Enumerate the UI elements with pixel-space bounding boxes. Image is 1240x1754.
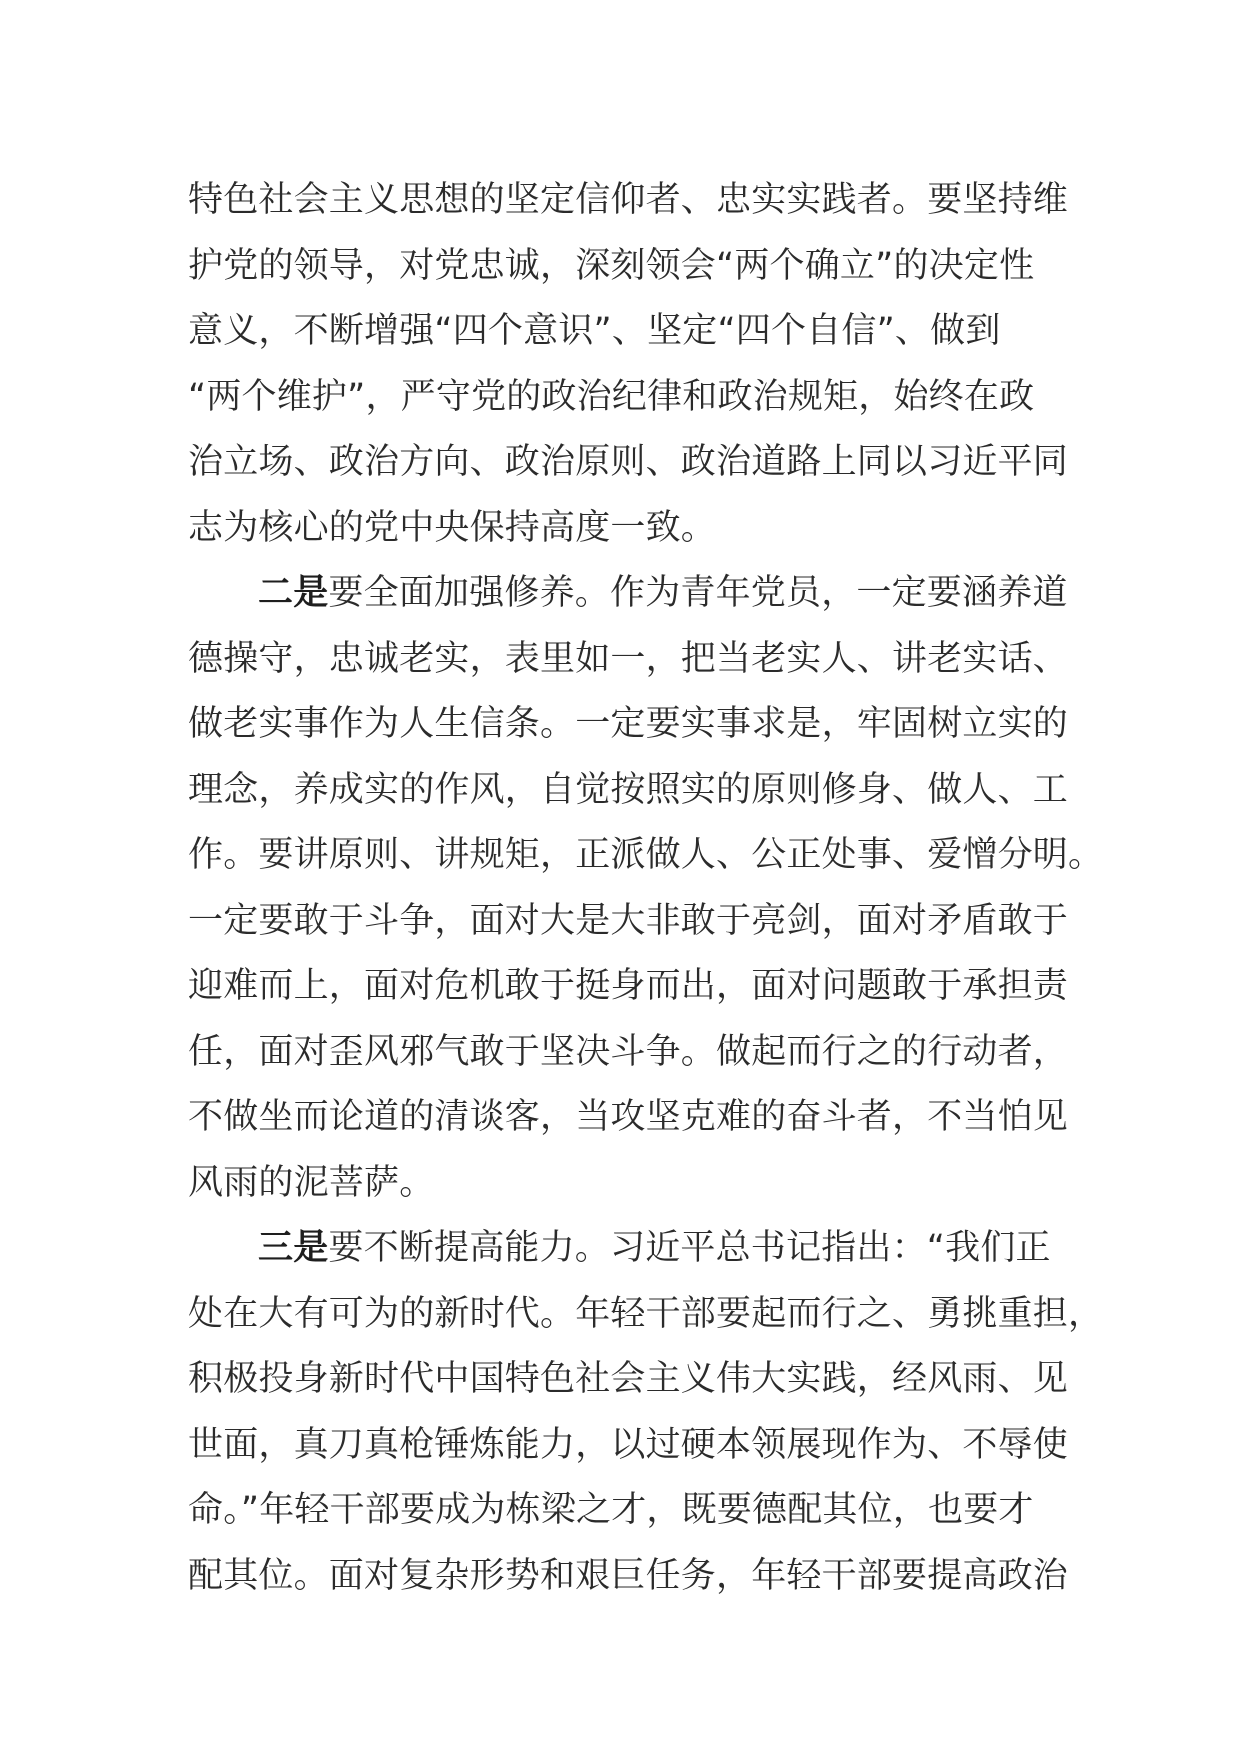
paragraph-3 (188, 1216, 1104, 1609)
text-line: 理念，养成实的作风，自觉按照实的原则修身、做人、工 (188, 769, 1069, 810)
text-span: 要不断提高能力。习近平总书记指出：“我们正 (328, 1228, 1051, 1268)
paragraph-first-line (188, 1216, 1068, 1282)
text-line: 世面，真刀真枪锤炼能力，以过硬本领展现作为、不辱使 (188, 1424, 1069, 1465)
paragraph-1 (188, 168, 1068, 561)
paragraph-lead: 二是 (258, 573, 329, 613)
text-line: 作。要讲原则、讲规矩，正派做人、公正处事、爱憎分明。 (188, 835, 1104, 875)
text-line: 风雨的泥菩萨。 (188, 1162, 435, 1203)
text-line: 命。”年轻干部要成为栋梁之才，既要德配其位，也要才 (188, 1490, 1034, 1530)
text-line: 做老实事作为人生信条。一定要实事求是，牢固树立实的 (188, 704, 1069, 744)
paragraph-first-line (188, 561, 1068, 627)
text-line: 德操守，忠诚老实，表里如一，把当老实人、讲老实话、 (188, 638, 1069, 679)
text-span: 要全面加强修养。作为青年党员，一定要涵养道 (328, 573, 1068, 613)
text-line: 治立场、政治方向、政治原则、政治道路上同以习近平同 (188, 442, 1069, 482)
text-line: 意义，不断增强“四个意识”、坚定“四个自信”、做到 (188, 311, 1001, 351)
text-line: “两个维护”，严守党的政治纪律和政治规矩，始终在政 (188, 376, 1035, 417)
text-line: 不做坐而论道的清谈客，当攻坚克难的奋斗者，不当怕见 (188, 1097, 1069, 1137)
paragraph-2 (188, 561, 1104, 1216)
body-text (188, 168, 1104, 1609)
text-line: 配其位。面对复杂形势和艰巨任务，年轻干部要提高政治 (188, 1555, 1069, 1596)
text-line: 护党的领导，对党忠诚，深刻领会“两个确立”的决定性 (188, 245, 1035, 286)
text-line: 特色社会主义思想的坚定信仰者、忠实实践者。要坚持维 (188, 180, 1069, 220)
text-line: 处在大有可为的新时代。年轻干部要起而行之、勇挑重担， (188, 1293, 1104, 1334)
text-line: 志为核心的党中央保持高度一致。 (188, 507, 717, 548)
text-line: 一定要敢于斗争，面对大是大非敢于亮剑，面对矛盾敢于 (188, 900, 1069, 941)
text-line: 积极投身新时代中国特色社会主义伟大实践，经风雨、见 (188, 1359, 1069, 1399)
paragraph-lead: 三是 (258, 1228, 329, 1268)
text-line: 任，面对歪风邪气敢于坚决斗争。做起而行之的行动者， (188, 1031, 1069, 1072)
text-line: 迎难而上，面对危机敢于挺身而出，面对问题敢于承担责 (188, 966, 1069, 1006)
